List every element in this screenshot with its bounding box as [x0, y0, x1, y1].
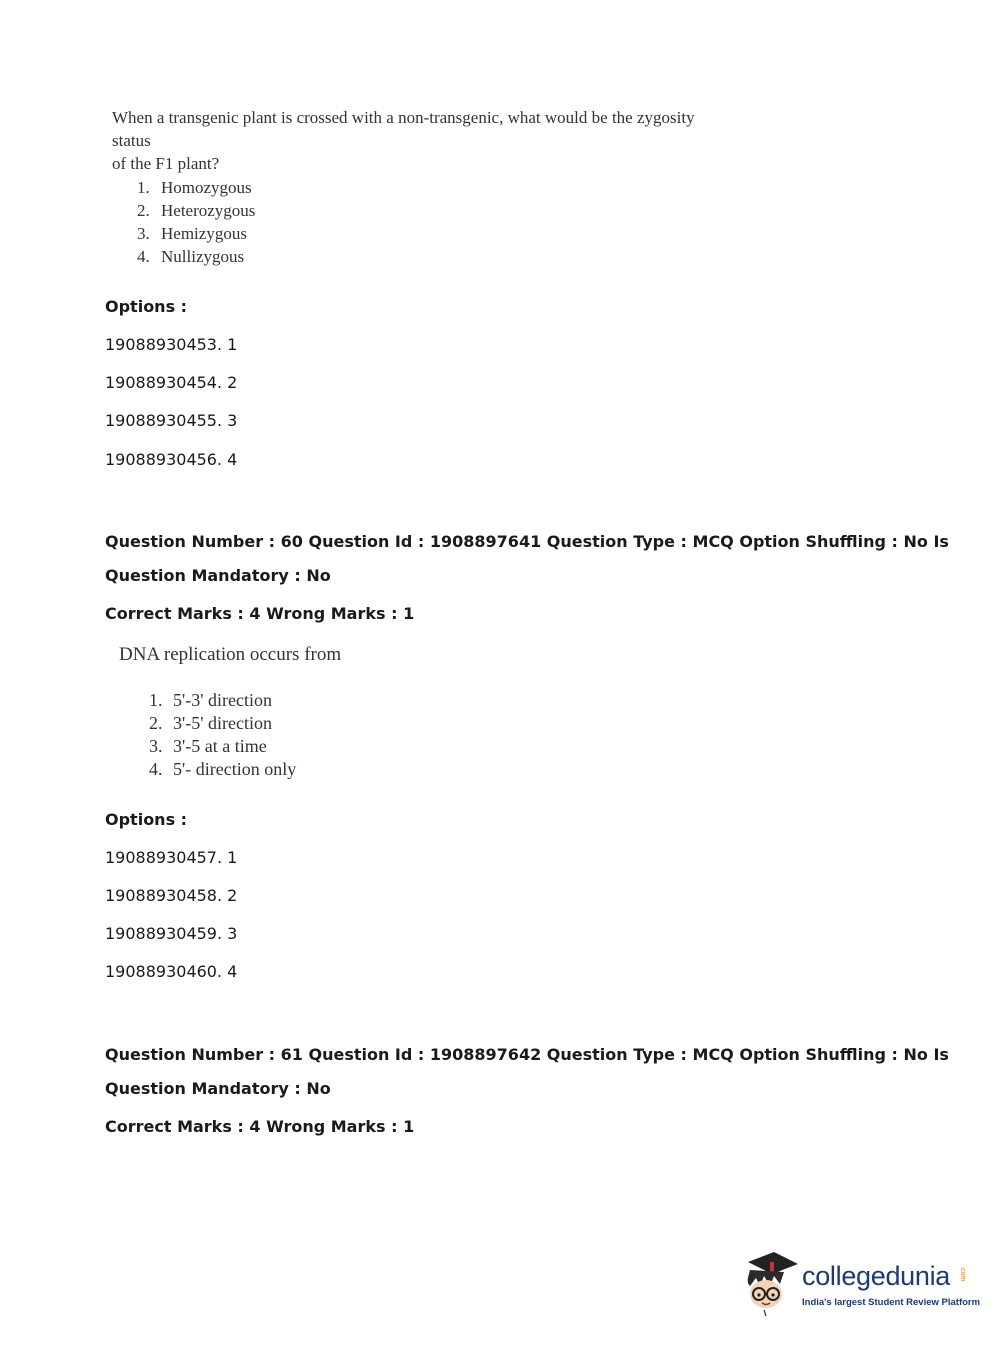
question-60-text: DNA replication occurs from	[119, 644, 342, 665]
question-1-text: When a transgenic plant is crossed with a non-transgenic, what would be the zygosity status	[112, 108, 695, 150]
option-item: 19088930454. 2	[105, 373, 238, 392]
question-60-mandatory: Question Mandatory : No	[105, 566, 331, 585]
options-label: Options :	[105, 810, 188, 829]
question-1-text-cont: of the F1 plant?	[112, 154, 220, 173]
choice-item: 3. 3'-5 at a time	[149, 736, 267, 756]
logo-wordmark: collegedunia	[802, 1261, 951, 1291]
option-item: 19088930456. 4	[105, 450, 238, 469]
question-60-header: Question Number : 60 Question Id : 1908897641 Question Type : MCQ Option Shuffling : No Is	[105, 532, 949, 551]
option-item: 19088930457. 1	[105, 848, 238, 867]
choice-item: 2. Heterozygous	[137, 201, 256, 220]
question-60-block	[119, 644, 519, 779]
choice-item: 1. Homozygous	[137, 178, 252, 197]
options-label: Options :	[105, 297, 188, 316]
collegedunia-logo	[740, 1248, 981, 1318]
logo-suffix: .com	[959, 1266, 966, 1282]
question-1-block	[112, 106, 732, 266]
option-item: 19088930458. 2	[105, 886, 238, 905]
option-item: 19088930453. 1	[105, 335, 238, 354]
choice-item: 3. Hemizygous	[137, 224, 247, 243]
question-61-marks: Correct Marks : 4 Wrong Marks : 1	[105, 1117, 415, 1136]
question-60-choices	[149, 689, 296, 781]
choice-item: 4. 5'- direction only	[149, 759, 297, 779]
option-item: 19088930459. 3	[105, 924, 238, 943]
option-item: 19088930460. 4	[105, 962, 238, 981]
choice-item: 4. Nullizygous	[137, 247, 245, 266]
question-60-marks: Correct Marks : 4 Wrong Marks : 1	[105, 604, 415, 623]
question-61-header: Question Number : 61 Question Id : 1908897642 Question Type : MCQ Option Shuffling : No Is	[105, 1045, 949, 1064]
choice-item: 1. 5'-3' direction	[149, 690, 272, 710]
choice-item: 2. 3'-5' direction	[149, 713, 272, 733]
logo-tagline: India's largest Student Review Platform	[802, 1297, 981, 1308]
option-item: 19088930455. 3	[105, 411, 238, 430]
question-1-choices	[137, 176, 255, 268]
question-61-mandatory: Question Mandatory : No	[105, 1079, 331, 1098]
mascot-icon	[740, 1248, 802, 1318]
